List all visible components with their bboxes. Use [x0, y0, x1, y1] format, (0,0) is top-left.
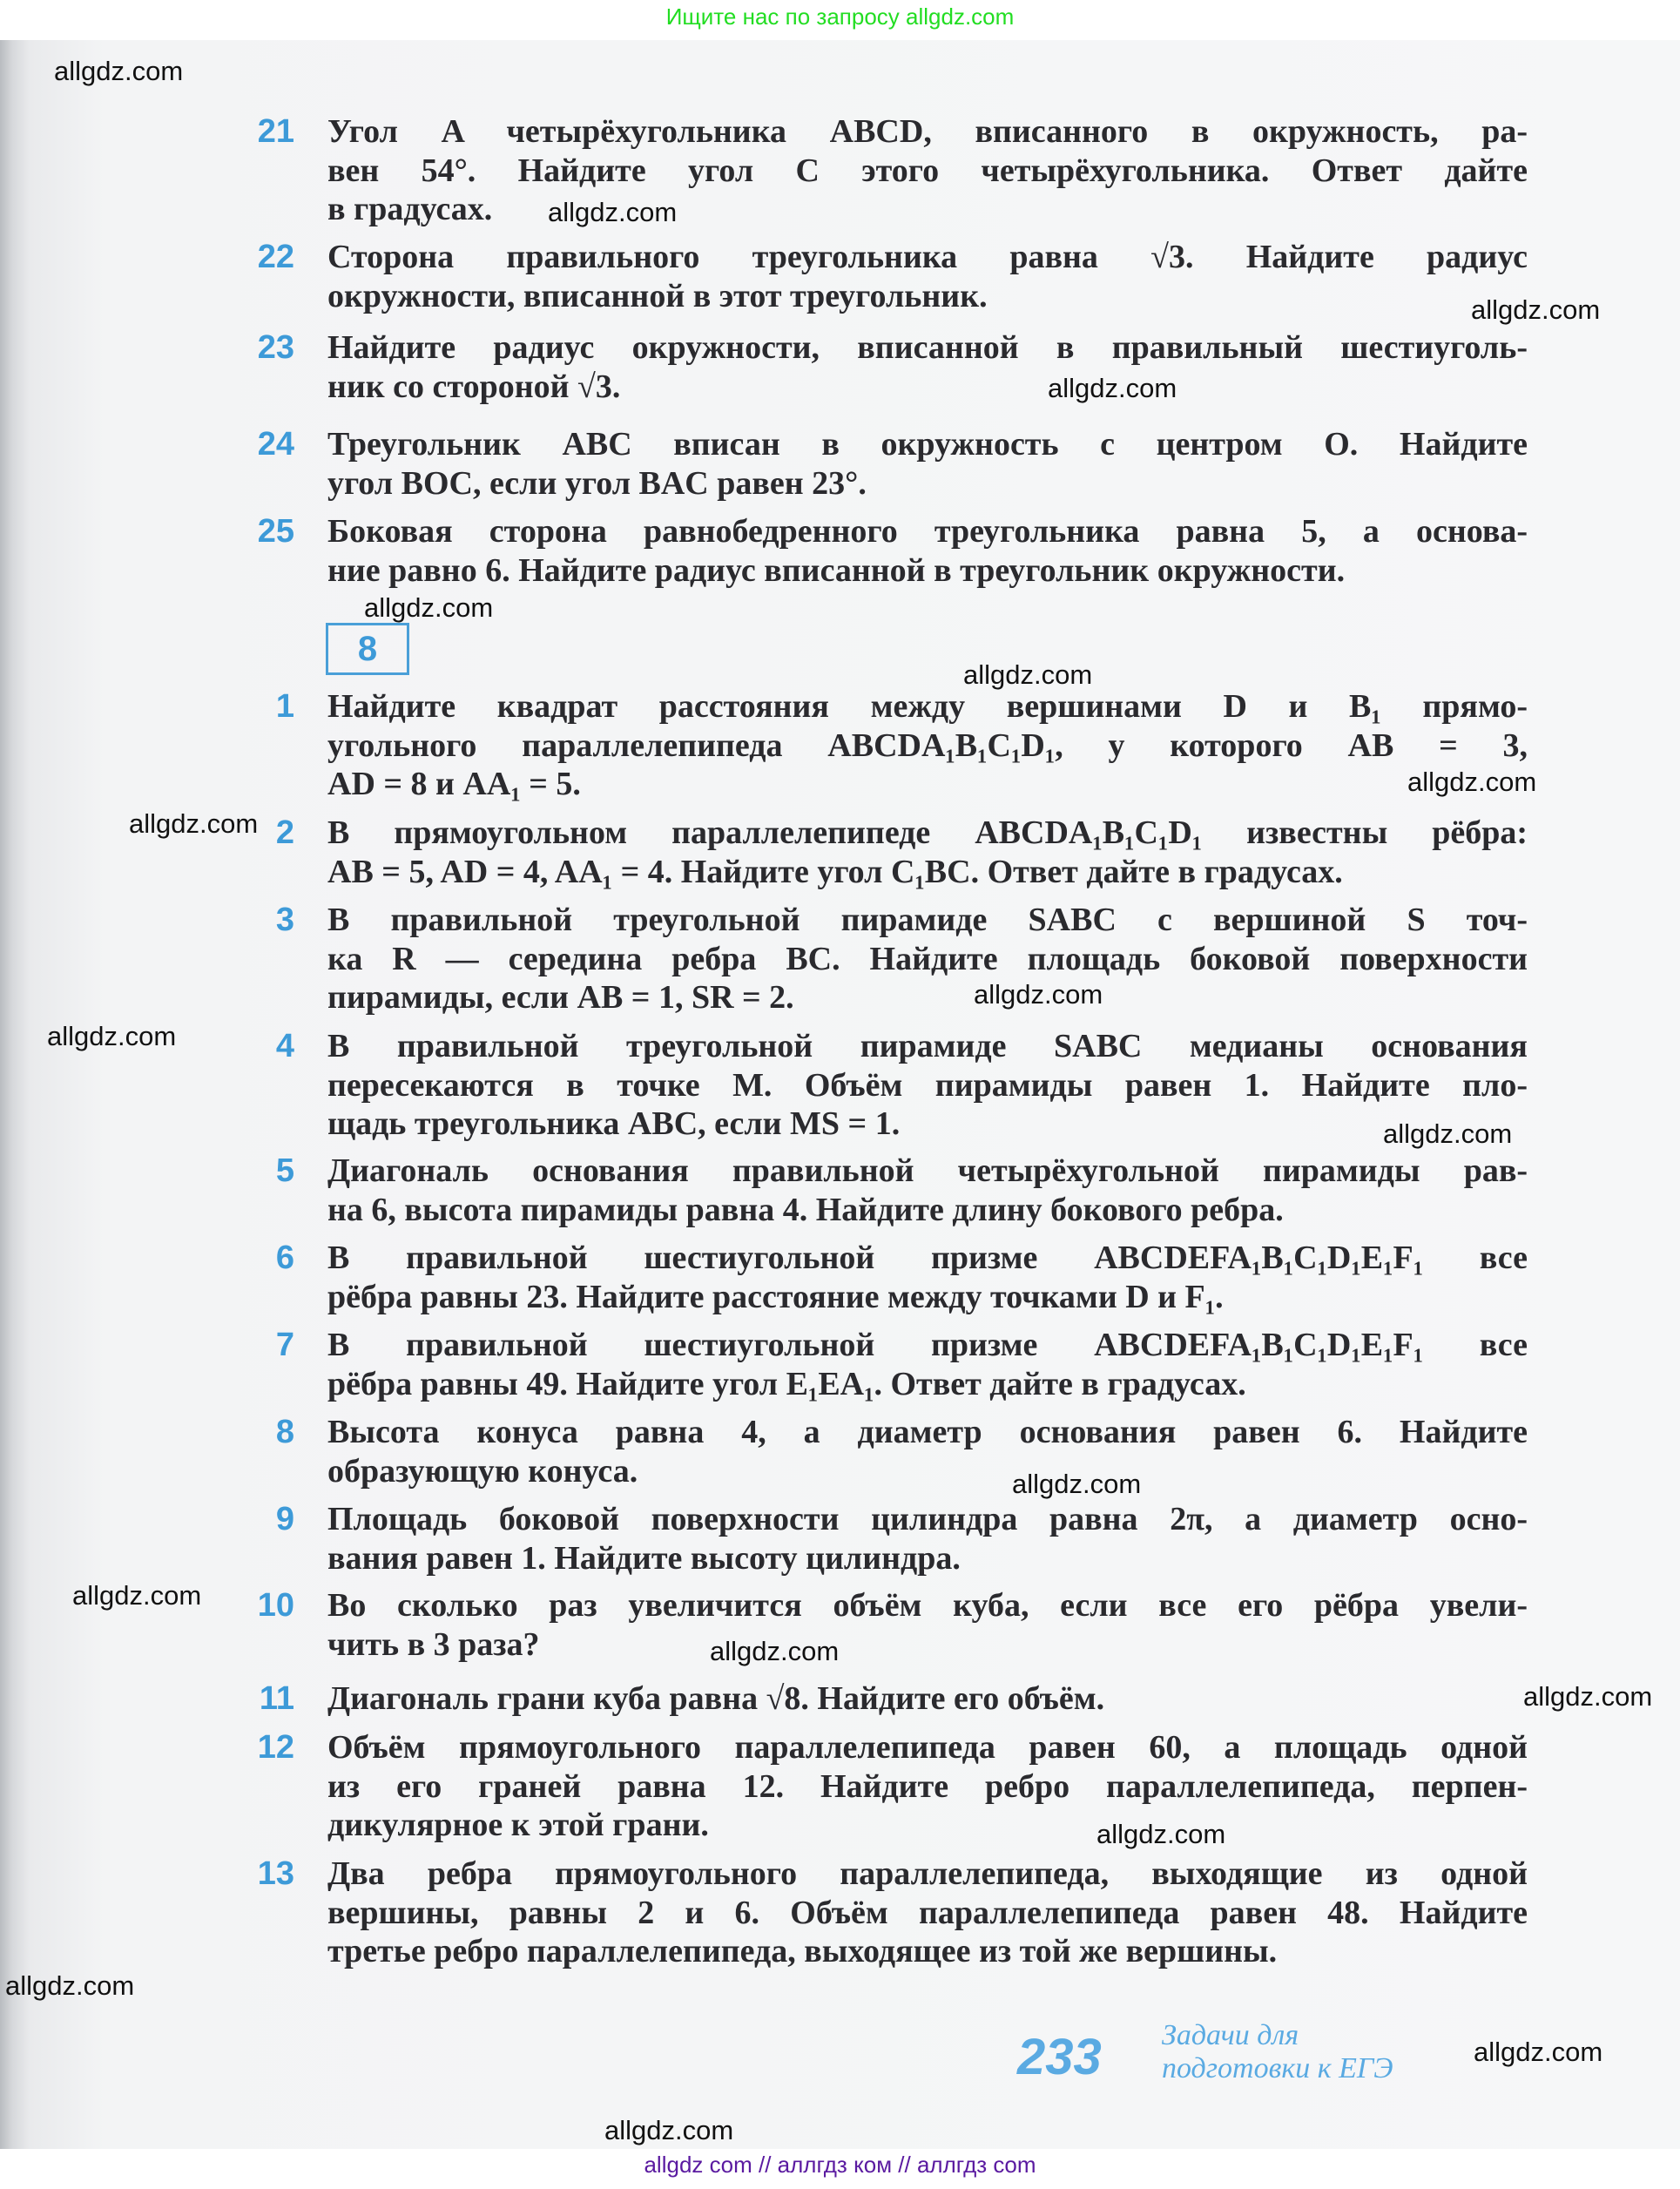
problem-number: 1: [275, 688, 294, 725]
page-number: 233: [1017, 2029, 1102, 2085]
problem-text: [327, 1326, 1528, 1403]
problem-text-line: третье ребро параллелепипеда, выходящее из той же вершины.: [327, 1933, 1278, 1969]
problem-text: [327, 1679, 1528, 1719]
problem-text-line: Высота конуса равна 4, а диаметр основания равен 6. Найдите: [327, 1414, 1528, 1450]
problem-number: 22: [257, 239, 294, 275]
problem-number: 13: [257, 1855, 294, 1892]
problem-number: 21: [257, 113, 294, 150]
footer-caption-line1: Задачи для: [1162, 2019, 1299, 2051]
problem-number: 12: [257, 1729, 294, 1766]
problem-text-line: Объём прямоугольного параллелепипеда равен 60, а площадь одной: [327, 1729, 1528, 1766]
problem-text-line: Сторона правильного треугольника равна √3. Найдите радиус: [327, 239, 1528, 275]
problem-text-line: чить в 3 раза?: [327, 1625, 540, 1663]
problem-number: 23: [257, 329, 294, 366]
watermark-link: allgdz.com: [54, 56, 184, 86]
problem-text: [327, 328, 1528, 406]
watermark-link: allgdz.com: [72, 1580, 202, 1611]
problem-text-line: AD = 8 и AA₁ = 5.: [327, 766, 581, 802]
problem-text-line: ние равно 6. Найдите радиус вписанной в треугольник окружности.: [327, 551, 1346, 589]
watermark-link: allgdz.com: [47, 1021, 177, 1051]
watermark-link: allgdz.com: [710, 1636, 840, 1666]
problem-text-line: щадь треугольника ABC, если MS = 1.: [327, 1105, 901, 1142]
problem-text-line: В прямоугольном параллелепипеде ABCDA₁B₁C₁D₁ известны рёбра:: [327, 814, 1528, 851]
problem-text-line: Диагональ грани куба равна √8. Найдите его объём.: [327, 1680, 1105, 1717]
problem-text-line: вершины, равны 2 и 6. Объём параллелепипеда равен 48. Найдите: [327, 1894, 1528, 1931]
watermark-link: allgdz.com: [963, 659, 1093, 690]
problem-text: [327, 1152, 1528, 1229]
watermark-link: allgdz.com: [1383, 1118, 1513, 1149]
problem-text: [327, 901, 1528, 1017]
problem-number: 11: [259, 1680, 294, 1717]
problem-text-line: пирамиды, если AB = 1, SR = 2.: [327, 979, 794, 1016]
watermark-link: allgdz.com: [1096, 1819, 1226, 1849]
problem-text-line: В правильной шестиугольной призме ABCDEFA₁B₁C₁D₁E₁F₁ все: [327, 1327, 1528, 1363]
problem-text: [327, 1239, 1528, 1316]
watermark-link: allgdz.com: [5, 1970, 135, 2001]
problem-number: 5: [275, 1152, 294, 1189]
problem-text-line: угольного параллелепипеда ABCDA₁B₁C₁D₁, у которого AB = 3,: [327, 726, 1528, 764]
section-number-box: 8: [326, 623, 409, 675]
problem-text-line: AB = 5, AD = 4, AA₁ = 4. Найдите угол C₁BC. Ответ дайте в градусах.: [327, 853, 1343, 890]
watermark-link: allgdz.com: [604, 2115, 734, 2145]
watermark-link: allgdz.com: [1474, 2037, 1603, 2067]
watermark-link: allgdz.com: [974, 979, 1103, 1010]
problem-number: 2: [275, 814, 294, 851]
problem-text-line: В правильной треугольной пирамиде SABC с вершиной S точ-: [327, 902, 1528, 938]
problem-text-line: Площадь боковой поверхности цилиндра равна 2π, а диаметр осно-: [327, 1501, 1528, 1537]
problem-text-line: Во сколько раз увеличится объём куба, если все его рёбра увели-: [327, 1587, 1528, 1624]
problem-text-line: Боковая сторона равнобедренного треугольника равна 5, а основа-: [327, 513, 1528, 550]
problem-text: [327, 238, 1528, 315]
problem-text-line: ник со стороной √3.: [327, 368, 621, 405]
problem-number: 3: [275, 902, 294, 938]
watermark-link: allgdz.com: [129, 808, 259, 839]
problem-text: [327, 1728, 1528, 1845]
problem-text: [327, 112, 1528, 229]
problem-text-line: Угол A четырёхугольника ABCD, вписанного в окружность, ра-: [327, 113, 1528, 150]
problem-text-line: Диагональ основания правильной четырёхугольной пирамиды рав-: [327, 1152, 1528, 1189]
problem-text-line: Треугольник ABC вписан в окружность с центром O. Найдите: [327, 426, 1528, 463]
problem-number: 6: [275, 1240, 294, 1276]
watermark-link: allgdz.com: [1012, 1469, 1142, 1499]
problem-text: [327, 1855, 1528, 1971]
problem-text-line: образующую конуса.: [327, 1452, 638, 1490]
problem-text-line: Найдите радиус окружности, вписанной в правильный шестиуголь-: [327, 329, 1528, 366]
problem-text: [327, 1500, 1528, 1578]
problem-text-line: ка R — середина ребра BC. Найдите площадь боковой поверхности: [327, 940, 1528, 977]
problem-text-line: В правильной шестиугольной призме ABCDEFA₁B₁C₁D₁E₁F₁ все: [327, 1240, 1528, 1276]
problem-number: 9: [275, 1501, 294, 1537]
problem-number: 7: [275, 1327, 294, 1363]
problem-text: [327, 687, 1528, 804]
problem-text-line: окружности, вписанной в этот треугольник.: [327, 277, 988, 314]
problem-text-line: вания равен 1. Найдите высоту цилиндра.: [327, 1539, 961, 1577]
watermark-link: allgdz.com: [1471, 294, 1601, 325]
problem-number: 4: [275, 1028, 294, 1064]
problem-text: [327, 512, 1528, 590]
problem-text-line: вен 54°. Найдите угол C этого четырёхугольника. Ответ дайте: [327, 152, 1528, 189]
bottom-banner: allgdz com // аллгдз ком // аллгдз com: [644, 2152, 1036, 2178]
problem-text-line: В правильной треугольной пирамиде SABC медианы основания: [327, 1028, 1528, 1064]
problem-text: [327, 1586, 1528, 1664]
watermark-link: allgdz.com: [548, 197, 678, 227]
problem-text: [327, 814, 1528, 891]
problem-text-line: из его граней равна 12. Найдите ребро параллелепипеда, перпен-: [327, 1767, 1528, 1805]
problem-number: 25: [257, 513, 294, 550]
watermark-link: allgdz.com: [1407, 767, 1537, 797]
watermark-link: allgdz.com: [1523, 1681, 1653, 1712]
problem-text-line: рёбра равны 49. Найдите угол E₁EA₁. Ответ дайте в градусах.: [327, 1365, 1246, 1402]
watermark-link: allgdz.com: [1048, 373, 1177, 403]
problem-text-line: пересекаются в точке M. Объём пирамиды равен 1. Найдите пло-: [327, 1066, 1528, 1104]
problem-text-line: Два ребра прямоугольного параллелепипеда, выходящие из одной: [327, 1855, 1528, 1892]
problem-number: 10: [257, 1587, 294, 1624]
problem-text: [327, 425, 1528, 503]
problem-text-line: дикулярное к этой грани.: [327, 1807, 709, 1843]
problem-text-line: угол BOC, если угол BAC равен 23°.: [327, 464, 867, 502]
problem-text-line: в градусах.: [327, 191, 493, 227]
problem-text-line: Найдите квадрат расстояния между вершинами D и B₁ прямо-: [327, 688, 1528, 725]
problem-text-line: на 6, высота пирамиды равна 4. Найдите длину бокового ребра.: [327, 1191, 1284, 1228]
problem-number: 24: [257, 426, 294, 463]
problem-number: 8: [275, 1414, 294, 1450]
watermark-link: allgdz.com: [364, 592, 494, 623]
problem-text: [327, 1413, 1528, 1490]
top-banner: Ищите нас по запросу allgdz.com: [665, 3, 1015, 30]
problem-text: [327, 1027, 1528, 1144]
problem-text-line: рёбра равны 23. Найдите расстояние между точками D и F₁.: [327, 1278, 1224, 1315]
footer-caption-line2: подготовки к ЕГЭ: [1162, 2052, 1393, 2084]
